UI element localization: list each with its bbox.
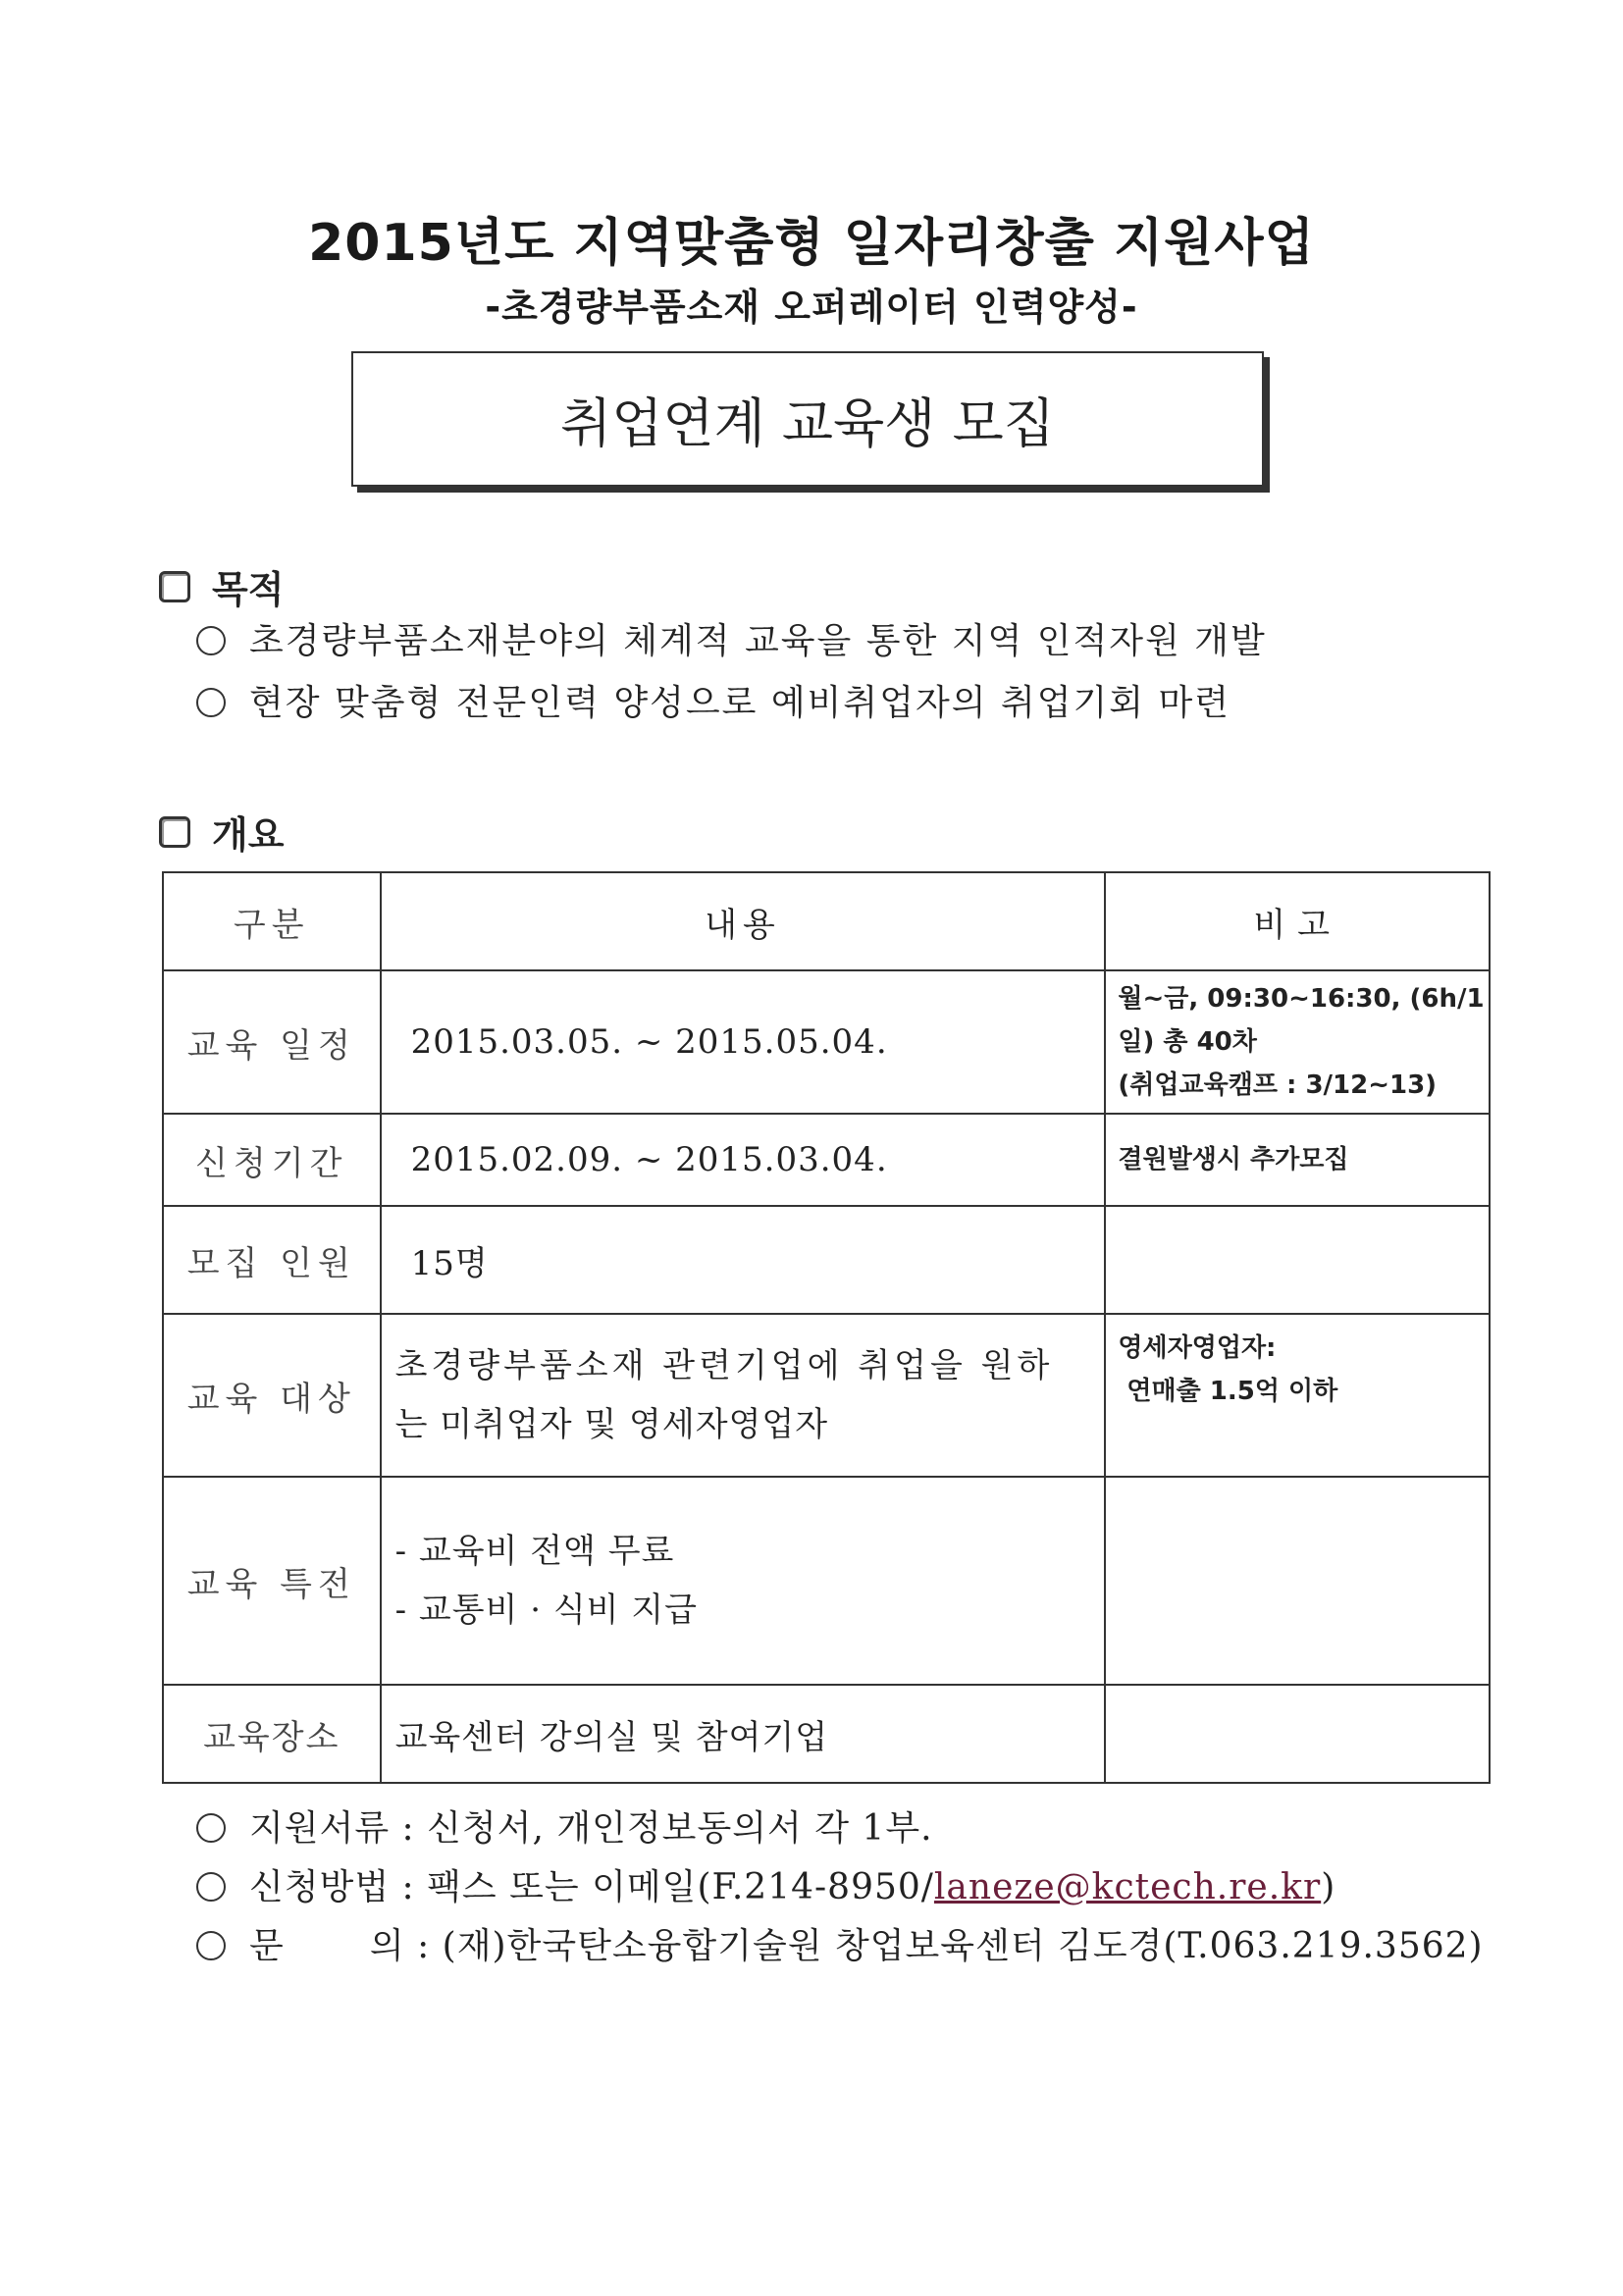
purpose-item bbox=[196, 613, 1267, 663]
overview-heading bbox=[159, 805, 284, 859]
note-line: 연매출 1.5억 이하 bbox=[1118, 1377, 1338, 1406]
circle-bullet-icon bbox=[196, 1931, 226, 1960]
content-line: - 교통비 · 식비 지급 bbox=[394, 1591, 698, 1630]
row-note: 결원발생시 추가모집 bbox=[1105, 1114, 1490, 1206]
row-content: 15명 bbox=[381, 1206, 1106, 1314]
overview-table bbox=[162, 871, 1491, 1784]
row-note bbox=[1105, 970, 1490, 1114]
circle-bullet-icon bbox=[196, 688, 226, 717]
checkbox-icon bbox=[159, 571, 190, 602]
row-label: 교육 특전 bbox=[163, 1477, 381, 1685]
row-content bbox=[381, 1314, 1106, 1477]
table-row bbox=[163, 970, 1490, 1114]
row-note bbox=[1105, 1685, 1490, 1783]
footer-method bbox=[196, 1859, 1335, 1909]
purpose-heading-label: 목적 bbox=[212, 568, 285, 611]
email-link[interactable]: laneze@kctech.re.kr bbox=[933, 1867, 1322, 1907]
footer-inquiry bbox=[196, 1918, 1484, 1968]
checkbox-icon bbox=[159, 816, 190, 848]
purpose-item-text: 초경량부품소재분야의 체계적 교육을 통한 지역 인적자원 개발 bbox=[249, 621, 1267, 661]
footer-method-text: 신청방법 : 팩스 또는 이메일(F.214-8950/ bbox=[249, 1867, 934, 1907]
table-row bbox=[163, 1685, 1490, 1783]
main-title: 2015년도 지역맞춤형 일자리창출 지원사업 bbox=[308, 214, 1315, 273]
footer-method-close: ) bbox=[1321, 1867, 1336, 1907]
row-note bbox=[1105, 1206, 1490, 1314]
circle-bullet-icon bbox=[196, 1872, 226, 1902]
table-row bbox=[163, 1314, 1490, 1477]
circle-bullet-icon bbox=[196, 626, 226, 655]
row-label: 모집 인원 bbox=[163, 1206, 381, 1314]
footer-documents-text: 지원서류 : 신청서, 개인정보동의서 각 1부. bbox=[249, 1808, 933, 1849]
header-remarks: 비고 bbox=[1105, 872, 1490, 970]
note-line: 월~금, 09:30~16:30, (6h/1 bbox=[1118, 984, 1485, 1014]
note-line: 영세자영업자: bbox=[1118, 1333, 1277, 1363]
table-row bbox=[163, 1114, 1490, 1206]
purpose-item bbox=[196, 675, 1230, 725]
content-line: - 교육비 전액 무료 bbox=[394, 1532, 675, 1571]
row-label: 교육 일정 bbox=[163, 970, 381, 1114]
footer-documents bbox=[196, 1800, 933, 1851]
header-content: 내용 bbox=[381, 872, 1106, 970]
sub-title: -초경량부품소재 오퍼레이터 인력양성- bbox=[485, 286, 1138, 329]
row-note bbox=[1105, 1477, 1490, 1685]
circle-bullet-icon bbox=[196, 1813, 226, 1843]
row-label: 교육장소 bbox=[163, 1685, 381, 1783]
table-row bbox=[163, 1206, 1490, 1314]
header-category: 구분 bbox=[163, 872, 381, 970]
purpose-heading bbox=[159, 559, 284, 613]
recruitment-title-box: 취업연계 교육생 모집 bbox=[351, 351, 1264, 487]
row-content: 교육센터 강의실 및 참여기업 bbox=[381, 1685, 1106, 1783]
footer-inquiry-text: 문 의 : (재)한국탄소융합기술원 창업보육센터 김도경(T.063.219.3562) bbox=[249, 1926, 1484, 1966]
purpose-item-text: 현장 맞춤형 전문인력 양성으로 예비취업자의 취업기회 마련 bbox=[249, 683, 1231, 723]
table-row bbox=[163, 1477, 1490, 1685]
row-label: 신청기간 bbox=[163, 1114, 381, 1206]
row-note bbox=[1105, 1314, 1490, 1477]
row-content bbox=[381, 1477, 1106, 1685]
row-label: 교육 대상 bbox=[163, 1314, 381, 1477]
content-line: 초경량부품소재 관련기업에 취업을 원하 bbox=[394, 1346, 1054, 1385]
note-line: (취업교육캠프 : 3/12~13) bbox=[1118, 1070, 1438, 1100]
note-line: 일) 총 40차 bbox=[1118, 1027, 1257, 1057]
row-content: 2015.03.05. ~ 2015.05.04. bbox=[381, 970, 1106, 1114]
table-header-row bbox=[163, 872, 1490, 970]
content-line: 는 미취업자 및 영세자영업자 bbox=[394, 1405, 829, 1444]
row-content: 2015.02.09. ~ 2015.03.04. bbox=[381, 1114, 1106, 1206]
overview-heading-label: 개요 bbox=[212, 813, 285, 857]
